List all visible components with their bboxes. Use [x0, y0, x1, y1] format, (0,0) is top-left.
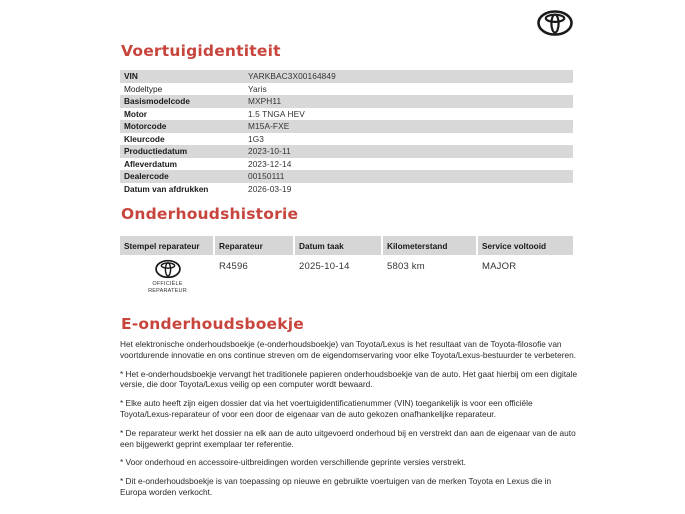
field-value: M15A-FXE — [248, 121, 290, 132]
field-label: Modeltype — [124, 83, 163, 94]
field-value: 00150111 — [248, 171, 285, 182]
field-value: 2026-03-19 — [248, 183, 292, 194]
field-value: 1G3 — [248, 133, 264, 144]
paragraph-intro: Het elektronische onderhoudsboekje (e-onderhoudsboekje) van Toyota/Lexus is het resultaat van de Toyota-filosofie van voortdurende innovatie en ons continue streven om de eigendomservaring voor elke Toyota/Lexus-bestuurder te verbeteren. — [120, 339, 576, 360]
task-date: 2025-10-14 — [299, 261, 350, 272]
vehicle-identity-table — [120, 70, 573, 195]
column-header-stamp: Stempel reparateur — [120, 236, 215, 255]
table-row — [120, 95, 573, 108]
field-label: Dealercode — [124, 171, 169, 182]
table-header — [120, 236, 573, 255]
repairer-stamp — [120, 255, 215, 305]
field-label: Productiedatum — [124, 146, 188, 157]
field-label: Motorcode — [124, 121, 167, 132]
table-row — [120, 133, 573, 146]
table-row — [120, 83, 573, 96]
field-value: 2023-10-11 — [248, 146, 291, 157]
field-value: 2023-12-14 — [248, 158, 292, 169]
field-value: 1.5 TNGA HEV — [248, 108, 305, 119]
table-row — [120, 158, 573, 171]
section-title-vehicle-identity: Voertuigidentiteit — [121, 42, 281, 60]
table-row — [120, 70, 573, 83]
field-label: Kleurcode — [124, 133, 165, 144]
paragraph-bullet: * Het e-onderhoudsboekje vervangt het traditionele papieren onderhoudsboekje van de auto. Het gaat hierbij om een digitale versie, die door Toyota/Lexus veilig op een computer wordt bewaard. — [120, 368, 578, 390]
column-header-mileage: Kilometerstand — [383, 236, 478, 255]
toyota-logo-icon — [537, 10, 573, 36]
paragraph-bullet: * Elke auto heeft zijn eigen dossier dat via het voertuigidentificatienummer (VIN) toegankelijk is voor een officiële Toyota/Lexus-reparateur of voor een door de eigenaar van de auto gekozen onafhankelijke reparateur. — [120, 398, 533, 419]
table-row — [120, 170, 573, 183]
table-row — [120, 183, 573, 196]
mileage: 5803 km — [387, 261, 425, 272]
paragraph-bullet: * Voor onderhoud en accessoire-uitbreidingen worden verschillende geprinte versies verstrekt. — [120, 457, 466, 468]
table-row — [120, 145, 573, 158]
field-label: Datum van afdrukken — [124, 183, 209, 194]
section-title-maintenance-history: Onderhoudshistorie — [121, 205, 299, 223]
column-header-service: Service voltooid — [478, 236, 573, 255]
column-header-repairer: Reparateur — [215, 236, 295, 255]
field-label: VIN — [124, 71, 138, 82]
field-label: Basismodelcode — [124, 96, 190, 107]
toyota-stamp-icon — [155, 259, 181, 279]
column-header-date: Datum taak — [295, 236, 383, 255]
stamp-text-line2: REPARATEUR — [148, 288, 187, 294]
field-label: Motor — [124, 108, 148, 119]
paragraph-bullet: * Dit e-onderhoudsboekje is van toepassing op nieuwe en gebruikte voertuigen van de merken Toyota en Lexus die in Europa worden verkocht. — [120, 476, 552, 497]
stamp-text-line1: OFFICIËLE — [152, 281, 183, 287]
table-row — [120, 120, 573, 133]
table-row — [120, 108, 573, 121]
field-label: Afleverdatum — [124, 158, 178, 169]
maintenance-history-table — [120, 236, 573, 305]
field-value: Yaris — [248, 83, 267, 94]
section-title-e-maintenance-book: E-onderhoudsboekje — [121, 315, 304, 333]
paragraph-bullet: * De reparateur werkt het dossier na elk aan de auto uitgevoerd onderhoud bij en verstrekt dan aan de eigenaar van de auto een bijgewerkt geprint exemplaar ter referentie. — [120, 427, 576, 449]
repairer-code: R4596 — [219, 261, 248, 272]
table-row — [120, 255, 573, 305]
service-completed: MAJOR — [482, 261, 517, 272]
field-value: MXPH11 — [248, 96, 282, 107]
field-value: YARKBAC3X00164849 — [248, 71, 336, 82]
e-maintenance-description — [120, 339, 580, 506]
